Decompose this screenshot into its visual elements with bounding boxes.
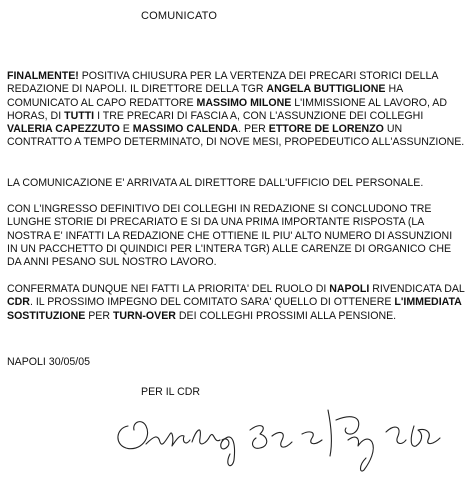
text-segment: POSITIVA CHIUSURA PER LA VERTENZA DEI PRECARI STORICI DELLA REDAZIONE DI NAPOLI. IL DIRETTORE DELLA TGR [7, 70, 438, 96]
paragraph-announcement [7, 70, 465, 150]
emphasis-napoli: NAPOLI [329, 283, 370, 295]
text-segment: UN CONTRATTO A TEMPO DETERMINATO, DI NOVE MESI, PROPEDEUTICO ALL'ASSUNZIONE. [7, 123, 465, 149]
document-date: NAPOLI 30/05/05 [7, 356, 91, 368]
name-ettore-de-lorenzo: ETTORE DE LORENZO [268, 123, 384, 136]
emphasis-turn-over: TURN-OVER [112, 309, 176, 322]
handwritten-signature [110, 400, 460, 475]
emphasis-cdr: CDR [7, 296, 30, 309]
text-segment: E [119, 123, 133, 136]
text-segment: . PER [238, 123, 269, 136]
text-segment: I TRE PRECARI DI FASCIA A, CON L'ASSUNZIONE DEI COLLEGHI [94, 109, 424, 122]
name-massimo-calenda: MASSIMO CALENDA [132, 123, 239, 136]
text-segment: . IL PROSSIMO IMPEGNO DEL COMITATO SARA' QUELLO DI OTTENERE [29, 296, 395, 309]
name-massimo-milone: MASSIMO MILONE [196, 96, 292, 109]
emphasis-finalmente: FINALMENTE! [7, 70, 79, 82]
text-segment: L'IMMISSIONE AL LAVORO, AD HORAS, DI [7, 96, 447, 122]
document-title: COMUNICATO [141, 10, 218, 22]
emphasis-tutti: TUTTI [64, 109, 95, 122]
text-segment: CONFERMATA DUNQUE NEI FATTI LA PRIORITA' DEL RUOLO DI [7, 283, 330, 295]
paragraph-communication: LA COMUNICAZIONE E' ARRIVATA AL DIRETTORE DALL'UFFICIO DEL PERSONALE. [7, 177, 424, 189]
emphasis-immediata-sostituzione: L'IMMEDIATA SOSTITUZIONE [7, 296, 462, 322]
paragraph-hiring: CON L'INGRESSO DEFINITIVO DEI COLLEGHI IN REDAZIONE SI CONCLUDONO TRE LUNGHE STORIE DI PRECARIATO E SI DA UNA PRIMA IMPORTANTE RISPOSTA (LA NOSTRA E' INFATTI LA REDAZIONE CHE OTTIENE IL PIU' ALTO NUMERO DI ASSUNZIONI IN UN PACCHETTO DI QUINDICI PER L'INTERA TGR) ALLE CARENZE DI ORGANICO CHE DA ANNI PESANO SUL NOSTRO LAVORO. [7, 203, 453, 269]
text-segment: PER [85, 309, 113, 322]
name-valeria-capezzuto: VALERIA CAPEZZUTO [7, 123, 120, 136]
text-segment: HA COMUNICATO AL CAPO REDATTORE [7, 83, 403, 109]
text-segment: DEI COLLEGHI PROSSIMI ALLA PENSIONE. [175, 309, 397, 322]
name-angela-buttiglione: ANGELA BUTTIGLIONE [266, 83, 386, 96]
paragraph-priority [7, 283, 465, 323]
signature-label: PER IL CDR [141, 386, 201, 398]
text-segment: RIVENDICATA DAL [369, 283, 465, 295]
